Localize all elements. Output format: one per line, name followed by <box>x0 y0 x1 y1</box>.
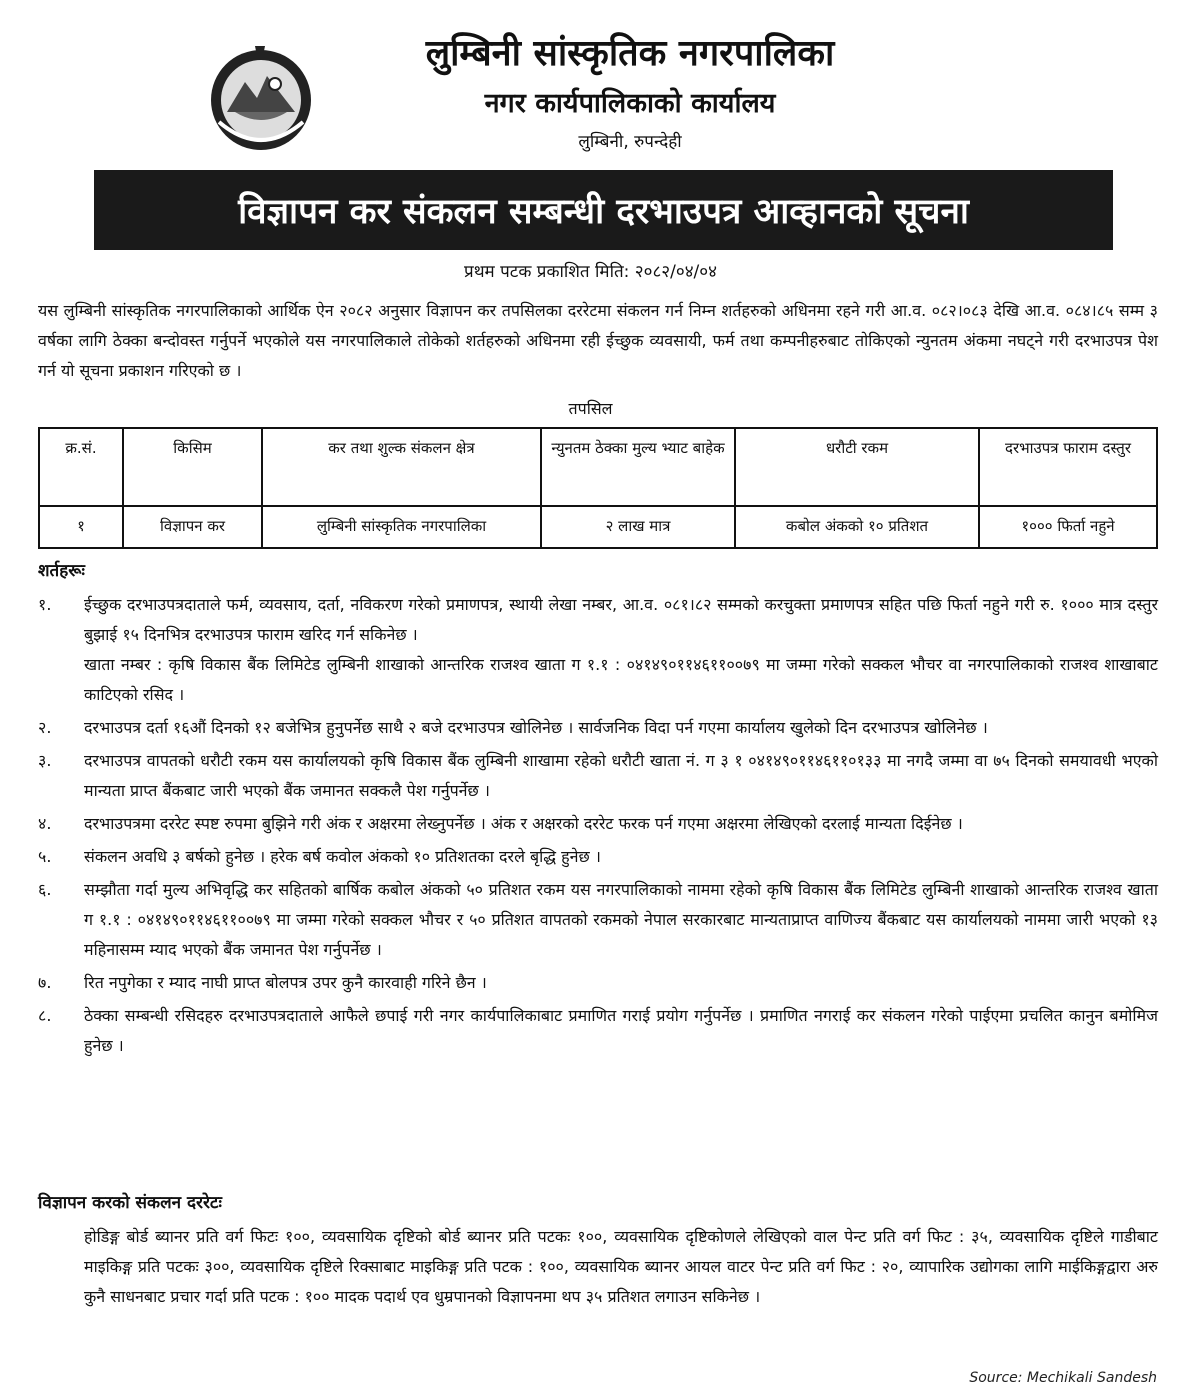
term-number: ५. <box>38 847 52 866</box>
rates-heading: विज्ञापन करको संकलन दररेटः <box>38 1193 222 1213</box>
term-number: २. <box>38 718 52 737</box>
term-extra-text: खाता नम्बर : कृषि विकास बैंक लिमिटेड लुम्बिनी शाखाको आन्तरिक राजश्व खाता ग १.१ : ०४१४९०११४६११००७९ मा जम्मा गरेको सक्कल भौचर वा नगरपालिकाको राजश्व शाखाबाट काटिएको रसिद । <box>84 655 1158 704</box>
term-text: सम्झौता गर्दा मुल्य अभिवृद्धि कर सहितको बार्षिक कबोल अंकको ५० प्रतिशत रकम यस नगरपालिकाको नाममा रहेको कृषि विकास बैंक लिमिटेड लुम्बिनी शाखाको आन्तरिक राजश्व खाता ग १.१ : ०४१४९०११४६११००७९ मा जम्मा गरेको सक्कल भौचर र ५० प्रतिशत वापतको रकमको नेपाल सरकारबाट मान्यताप्राप्त वाणिज्य बैंकबाट यस कार्यालयको नाममा जारी भएको १३ महिनासम्म म्याद भएको बैंक जमानत पेश गर्नुपर्नेछ । <box>84 880 1158 959</box>
government-emblem-icon <box>205 42 317 154</box>
term-number: ८. <box>38 1006 52 1025</box>
term-text: रित नपुगेका र म्याद नाघी प्राप्त बोलपत्र उपर कुनै कारवाही गरिने छैन । <box>84 973 487 992</box>
term-text: दरभाउपत्रमा दररेट स्पष्ट रुपमा बुझिने गरी अंक र अक्षरमा लेख्नुपर्नेछ । अंक र अक्षरको दररेट फरक पर्न गएमा अक्षरमा लेखिएको दरलाई मान्यता दिईनेछ । <box>84 814 963 833</box>
column-header-form-fee: दरभाउपत्र फाराम दस्तुर <box>979 428 1157 506</box>
office-name: नगर कार्यपालिकाको कार्यालय <box>484 88 776 119</box>
terms-heading: शर्तहरूः <box>38 561 85 581</box>
notice-title: विज्ञापन कर संकलन सम्बन्धी दरभाउपत्र आव्हानको सूचना <box>238 191 969 232</box>
term-number: ३. <box>38 751 52 770</box>
list-item <box>38 842 1158 872</box>
org-name: लुम्बिनी सांस्कृतिक नगरपालिका <box>425 33 835 74</box>
publication-date: प्रथम पटक प्रकाशित मिति: २०८२/०४/०४ <box>464 262 717 282</box>
term-text: दरभाउपत्र वापतको धरौटी रकम यस कार्यालयको कृषि विकास बैंक लुम्बिनी शाखामा रहेको धरौटी खाता नं. ग ३ १ ०४१४९०११४६११०१३३ मा नगदै जम्मा वा ७५ दिनको समयावधी भएको मान्यता प्राप्त बैंकबाट जारी भएको बैंक जमानत सक्कलै पेश गर्नुपर्नेछ । <box>84 751 1158 800</box>
list-item <box>38 809 1158 839</box>
terms-list <box>38 590 1158 1064</box>
rates-paragraph: होडिङ्ग बोर्ड ब्यानर प्रति वर्ग फिटः १००, व्यवसायिक दृष्टिको बोर्ड ब्यानर प्रति पटकः १००, व्यवसायिक दृष्टिकोणले लेखिएको वाल पेन्ट प्रति वर्ग फिट : ३५, व्यवसायिक दृष्टिले गाडीबाट माइकिङ्ग प्रति पटकः ३००, व्यवसायिक दृष्टिले रिक्साबाट माइकिङ्ग प्रति पटक : १००, व्यवसायिक ब्यानर आयल वाटर पेन्ट प्रति वर्ग फिट : २०, व्यापारिक उद्योगका लागि माईकिङ्गद्वारा अरु कुनै साधनबाट प्रचार गर्दा प्रति पटक : १०० मादक पदार्थ एव धुम्रपानको विज्ञापनमा थप ३५ प्रतिशत लगाउन सकिनेछ । <box>84 1227 1158 1306</box>
table-cell: विज्ञापन कर <box>123 506 262 548</box>
term-number: ७. <box>38 973 52 992</box>
schedule-header-row <box>39 428 1157 506</box>
term-text: संकलन अवधि ३ बर्षको हुनेछ । हरेक बर्ष कवोल अंकको १० प्रतिशतका दरले बृद्धि हुनेछ । <box>84 847 601 866</box>
notice-header <box>0 22 1181 162</box>
list-item <box>38 1001 1158 1061</box>
term-number: १. <box>38 595 52 614</box>
column-header-minimum-price: न्युनतम ठेक्का मुल्य भ्याट बाहेक <box>541 428 735 506</box>
column-header-type: किसिम <box>123 428 262 506</box>
table-cell: लुम्बिनी सांस्कृतिक नगरपालिका <box>262 506 541 548</box>
schedule-table <box>38 427 1158 549</box>
intro-paragraph: यस लुम्बिनी सांस्कृतिक नगरपालिकाको आर्थिक ऐन २०८२ अनुसार विज्ञापन कर तपसिलका दररेटमा संकलन गर्न निम्न शर्तहरुको अधिनमा रहने गरी आ.व. ०८२।०८३ देखि आ.व. ०८४।८५ सम्म ३ वर्षका लागि ठेक्का बन्दोवस्त गर्नुपर्ने भएकोले यस नगरपालिकाले तोकेको शर्तहरुको अधिनमा रही ईच्छुक व्यवसायी, फर्म तथा कम्पनीहरुबाट तोकिएको न्युनतम अंकमा नघट्ने गरी दरभाउपत्र पेश गर्न यो सूचना प्रकाशन गरिएको छ । <box>38 301 1158 380</box>
column-header-serial: क्र.सं. <box>39 428 123 506</box>
table-cell: २ लाख मात्र <box>541 506 735 548</box>
list-item <box>38 713 1158 743</box>
term-number: ४. <box>38 814 52 833</box>
column-header-collection-area: कर तथा शुल्क संकलन क्षेत्र <box>262 428 541 506</box>
term-text: दरभाउपत्र दर्ता १६औं दिनको १२ बजेभित्र हुनुपर्नेछ साथै २ बजे दरभाउपत्र खोलिनेछ । सार्वजनिक विदा पर्न गएमा कार्यालय खुलेको दिन दरभाउपत्र खोलिनेछ । <box>84 718 988 737</box>
term-number: ६. <box>38 880 52 899</box>
list-item <box>38 590 1158 710</box>
term-text: ठेक्का सम्बन्धी रसिदहरु दरभाउपत्रदाताले आफैले छपाई गरी नगर कार्यपालिकाबाट प्रमाणित गराई प्रयोग गर्नुपर्नेछ । प्रमाणित नगराई कर संकलन गरेको पाईएमा प्रचलित कानुन बमोमिज हुनेछ । <box>84 1006 1158 1055</box>
table-cell: कबोल अंकको १० प्रतिशत <box>735 506 979 548</box>
list-item <box>38 968 1158 998</box>
column-header-deposit: धरौटी रकम <box>735 428 979 506</box>
table-cell: १ <box>39 506 123 548</box>
table-cell: १००० फिर्ता नहुने <box>979 506 1157 548</box>
list-item <box>38 875 1158 965</box>
list-item <box>38 746 1158 806</box>
schedule-label: तपसिल <box>568 399 613 418</box>
office-location: लुम्बिनी, रुपन्देही <box>578 132 682 152</box>
term-text-block <box>84 590 1158 710</box>
source-credit: Source: Mechikali Sandesh <box>969 1370 1157 1386</box>
term-text: ईच्छुक दरभाउपत्रदाताले फर्म, व्यवसाय, दर्ता, नविकरण गरेको प्रमाणपत्र, स्थायी लेखा नम्बर, आ.व. ०८१।८२ सम्मको करचुक्ता प्रमाणपत्र सहित पछि फिर्ता नहुने गरी रु. १००० मात्र दस्तुर बुझाई १५ दिनभित्र दरभाउपत्र फाराम खरिद गर्न सकिनेछ । <box>84 595 1158 644</box>
notice-title-banner <box>94 170 1113 250</box>
table-row <box>39 506 1157 548</box>
